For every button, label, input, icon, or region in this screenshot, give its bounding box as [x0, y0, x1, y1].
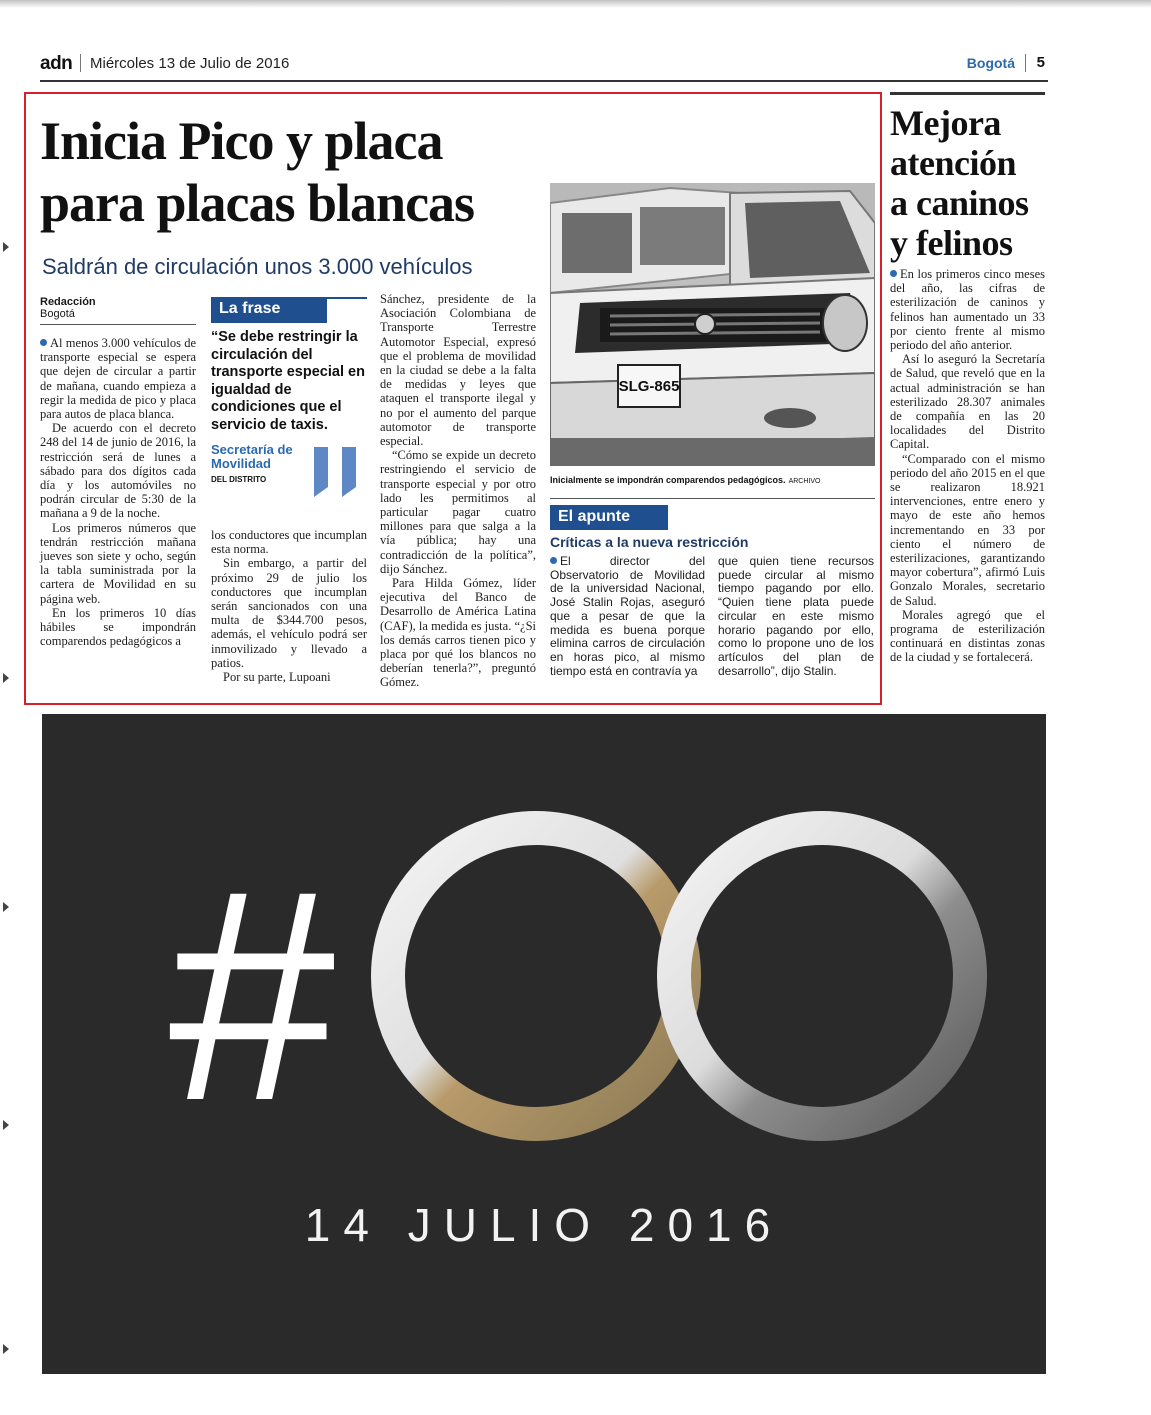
header-rule	[40, 80, 1048, 82]
article-paragraph: “Cómo se expide un decreto restringiendo el servicio de transporte especial y por otro lado les permitimos al particular pagar cuatro millones para que salga a la vía pública; hay una contradicción de la política”, dijo Sánchez.	[380, 448, 536, 576]
vehicle-illustration	[550, 183, 875, 466]
article-column-3	[380, 292, 536, 690]
la-frase-tab: La frase	[211, 297, 327, 323]
bullet-dot-icon	[40, 339, 47, 346]
header-separator	[80, 54, 81, 72]
la-frase-rule	[327, 297, 367, 299]
byline	[40, 296, 196, 325]
article-paragraph: Sin embargo, a partir del próximo 29 de julio los conductores que incumplan serán sancionados con una multa de $344.700 pesos, además, el vehículo podrá ser inmovilizado y llevado a patios.	[211, 556, 367, 670]
bullet-dot-icon	[550, 557, 557, 564]
brief-paragraph: Morales agregó que el programa de esterilización continuará en distintas zonas de la ciudad y se fortalecerá.	[890, 607, 1045, 665]
brief-paragraph: “Comparado con el mismo periodo del año 2015 en el que se realizaron 18.921 intervenciones, entre enero y mayo de este año hemos incrementando en 33 por ciento el número de esterilizaciones, garantizando mayor cobertura”, afirmó Luis Gonzalo Morales, secretario de Salud.	[890, 451, 1045, 608]
article-column-2	[211, 528, 367, 684]
article-subhead: Saldrán de circulación unos 3.000 vehículos	[42, 254, 473, 279]
margin-arrow-icon	[3, 1120, 9, 1130]
caption-rule	[550, 498, 875, 499]
pull-quote: “Se debe restringir la circulación del transporte especial en igualdad de condiciones que el servicio de taxis.	[211, 329, 365, 433]
brief-paragraph: Así lo aseguró la Secretaría de Salud, que reveló que en la actual administración se han esterilizado 28.307 animales de compañía en las 20 localidades del Distrito Capital.	[890, 352, 1045, 452]
brief-column	[890, 267, 1045, 665]
article-paragraph: Para Hilda Gómez, líder ejecutiva del Banco de Desarrollo de América Latina (CAF), la medida es justa. “¿Si los demás carros tienen pico y placa por qué los blancos no deberían tenerla?”, preguntó Gómez.	[380, 576, 536, 690]
photo-credit: ARCHIVO	[788, 478, 821, 485]
scan-edge	[0, 0, 1151, 8]
quote-mark-icon	[314, 447, 328, 487]
page-number: 5	[1036, 54, 1045, 71]
quote-source: Secretaría de Movilidad	[211, 442, 293, 471]
newspaper-logo: adn	[40, 53, 73, 74]
quote-source-sub: DEL DISTRITO	[211, 475, 267, 484]
ad-date: 14 JULIO 2016	[304, 1199, 784, 1251]
article-paragraph: Los primeros números que tendrán restricción mañana jueves son siete y ocho, según la tabla suministrada por la cartera de Movilidad en su página web.	[40, 520, 196, 606]
ring-icon	[674, 828, 970, 1124]
el-apunte-tab: El apunte	[550, 505, 668, 530]
article-paragraph: Sánchez, presidente de la Asociación Colombiana de Transporte Terrestre Automotor Especial, expresó que el problema de movilidad en la ciudad se debe a la falta de medidas y leyes que ataquen el transporte ilegal y no por el aumento del parque automotor de transporte especial.	[380, 292, 536, 449]
article-paragraph: En los primeros 10 días hábiles se impondrán comparendos pedagógicos a	[40, 605, 196, 649]
advertisement	[42, 714, 1046, 1374]
margin-arrow-icon	[3, 673, 9, 683]
brief-paragraph: En los primeros cinco meses del año, las cifras de esterilización de caninos y felinos han aumentado un 33 por ciento frente al mismo periodo del año anterior.	[890, 267, 1045, 353]
margin-arrow-icon	[3, 1344, 9, 1354]
brief-rule	[890, 92, 1045, 95]
headline-line: para placas blancas	[40, 173, 475, 233]
issue-date: Miércoles 13 de Julio de 2016	[90, 55, 290, 72]
article-paragraph: Al menos 3.000 vehículos de transporte especial se espera que dejen de circular a partir de mañana, cuando empieza a regir la medida de pico y placa para autos de placa blanca.	[40, 336, 196, 422]
ad-artwork	[42, 714, 1046, 1374]
margin-arrow-icon	[3, 242, 9, 252]
bullet-dot-icon	[890, 270, 897, 277]
article-headline	[40, 110, 540, 234]
section-name: Bogotá	[966, 55, 1015, 71]
hash-symbol: #	[168, 827, 336, 1163]
article-paragraph: De acuerdo con el decreto 248 del 14 de junio de 2016, la restricción será de lunes a sábado para dos dígitos cada día y los automóviles no podrán circular de 5:30 de la mañana a 9 de la noche.	[40, 421, 196, 521]
quote-mark-icon	[342, 447, 356, 487]
article-paragraph: Por su parte, Lupoani	[223, 670, 331, 685]
headline-line: Inicia Pico y placa	[40, 111, 443, 171]
article-photo	[550, 183, 875, 466]
license-plate: SLG-865	[618, 378, 680, 395]
article-paragraph: los conductores que incumplan esta norma.	[211, 528, 367, 557]
header-separator	[1025, 54, 1026, 72]
brief-headline: Mejora atención a caninos y felinos	[890, 103, 1029, 263]
article-column-1	[40, 336, 196, 648]
apunte-column-2: que quien tiene recursos puede circular al mismo tiempo pagando por ello. “Quien tiene plata puede circular en este mismo horario pagando por ello, como lo propone uno de los artículos del plan de desarrollo”, dijo Stalin.	[718, 554, 874, 678]
photo-caption: Inicialmente se impondrán comparendos pedagógicos. ARCHIVO	[550, 475, 821, 485]
byline-author: Redacción	[40, 296, 96, 308]
byline-city: Bogotá	[40, 308, 75, 320]
apunte-column-1: El director del Observatorio de Movilidad de la universidad Nacional, José Stalin Rojas, aseguró que a pesar de que la medida es buena porque elimina carros de circulación en horas pico, al mismo tiempo está en contravía ya	[550, 554, 705, 678]
apunte-title: Críticas a la nueva restricción	[550, 534, 749, 550]
margin-arrow-icon	[3, 902, 9, 912]
page-header	[40, 50, 1048, 76]
ring-icon	[388, 828, 684, 1124]
